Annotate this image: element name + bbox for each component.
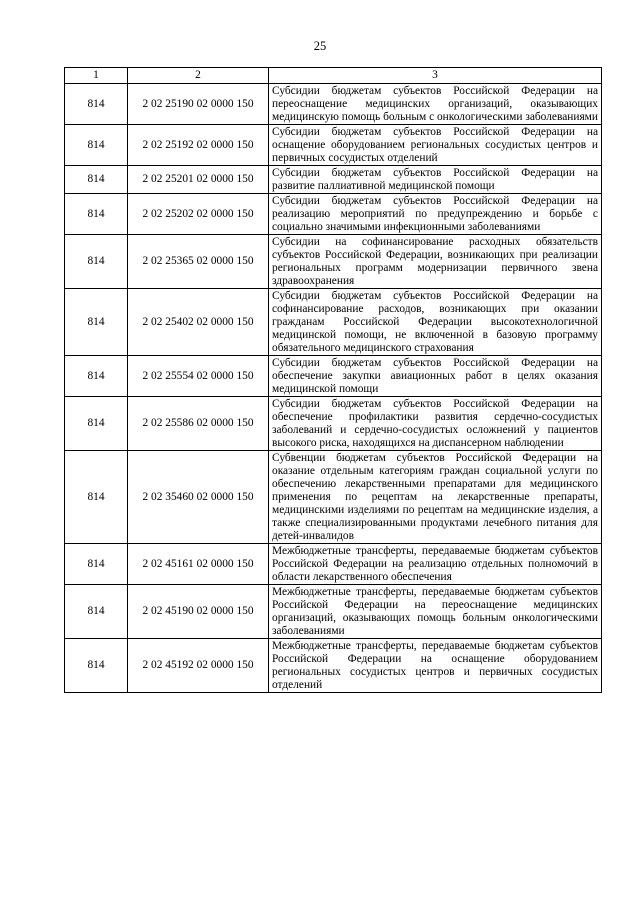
- row-description: Межбюджетные трансферты, передаваемые бюджетам субъектов Российской Федерации на оснащение оборудованием региональных сосудистых центров и первичных сосудистых отделений: [269, 639, 602, 693]
- row-budget-code: 2 02 35460 02 0000 150: [128, 451, 269, 544]
- table-row: [65, 585, 602, 639]
- table-row: [65, 125, 602, 166]
- row-admin-code: 814: [65, 639, 128, 693]
- row-admin-code: 814: [65, 544, 128, 585]
- page-number: 25: [313, 39, 327, 53]
- row-admin-code: 814: [65, 356, 128, 397]
- table-row: [65, 194, 602, 235]
- row-description: Субсидии бюджетам субъектов Российской Федерации на софинансирование расходов, возникающих при оказании гражданам Российской Федерации высокотехнологичной медицинской помощи, не включенной в базовую программу обязательного медицинского страхования: [269, 289, 602, 356]
- table-row: [65, 544, 602, 585]
- row-budget-code: 2 02 25554 02 0000 150: [128, 356, 269, 397]
- row-admin-code: 814: [65, 84, 128, 125]
- table-row: [65, 289, 602, 356]
- table-row: [65, 397, 602, 451]
- row-budget-code: 2 02 45161 02 0000 150: [128, 544, 269, 585]
- row-budget-code: 2 02 45192 02 0000 150: [128, 639, 269, 693]
- row-description: Субсидии бюджетам субъектов Российской Федерации на обеспечение закупки авиационных работ в целях оказания медицинской помощи: [269, 356, 602, 397]
- row-description: Субсидии бюджетам субъектов Российской Федерации на переоснащение медицинских организаций, оказывающих медицинскую помощь больным с онкологическими заболеваниями: [269, 84, 602, 125]
- row-admin-code: 814: [65, 166, 128, 194]
- row-budget-code: 2 02 25365 02 0000 150: [128, 235, 269, 289]
- row-description: Субсидии бюджетам субъектов Российской Федерации на реализацию мероприятий по предупреждению и борьбе с социально значимыми инфекционными заболеваниями: [269, 194, 602, 235]
- row-budget-code: 2 02 25190 02 0000 150: [128, 84, 269, 125]
- row-description: Субсидии бюджетам субъектов Российской Федерации на развитие паллиативной медицинской помощи: [269, 166, 602, 194]
- table-row: [65, 639, 602, 693]
- row-admin-code: 814: [65, 235, 128, 289]
- table-row: [65, 166, 602, 194]
- row-admin-code: 814: [65, 451, 128, 544]
- row-description: Межбюджетные трансферты, передаваемые бюджетам субъектов Российской Федерации на переоснащение медицинских организаций, оказывающих помощь больным онкологическими заболеваниями: [269, 585, 602, 639]
- row-budget-code: 2 02 45190 02 0000 150: [128, 585, 269, 639]
- row-description: Межбюджетные трансферты, передаваемые бюджетам субъектов Российской Федерации на реализацию отдельных полномочий в области лекарственного обеспечения: [269, 544, 602, 585]
- row-budget-code: 2 02 25202 02 0000 150: [128, 194, 269, 235]
- row-admin-code: 814: [65, 397, 128, 451]
- row-budget-code: 2 02 25402 02 0000 150: [128, 289, 269, 356]
- row-admin-code: 814: [65, 585, 128, 639]
- table-header-row: [65, 68, 602, 84]
- table-row: [65, 235, 602, 289]
- table-row: [65, 84, 602, 125]
- row-budget-code: 2 02 25201 02 0000 150: [128, 166, 269, 194]
- budget-classification-table: [64, 67, 602, 693]
- row-admin-code: 814: [65, 125, 128, 166]
- row-description: Субсидии бюджетам субъектов Российской Федерации на оснащение оборудованием региональных сосудистых центров и первичных сосудистых отделений: [269, 125, 602, 166]
- table-row: [65, 356, 602, 397]
- header-col-3: 3: [269, 68, 602, 84]
- row-description: Субсидии бюджетам субъектов Российской Федерации на обеспечение профилактики развития сердечно-сосудистых заболеваний и сердечно-сосудистых осложнений у пациентов высокого риска, находящихся на диспансерном наблюдении: [269, 397, 602, 451]
- row-description: Субсидии на софинансирование расходных обязательств субъектов Российской Федерации, возникающих при реализации региональных программ модернизации первичного звена здравоохранения: [269, 235, 602, 289]
- row-admin-code: 814: [65, 194, 128, 235]
- row-description: Субвенции бюджетам субъектов Российской Федерации на оказание отдельным категориям граждан социальной услуги по обеспечению лекарственными препаратами для медицинского применения по рецептам на лекарственные препараты, медицинскими изделиями по рецептам на медицинские изделия, а также специализированными продуктами лечебного питания для детей-инвалидов: [269, 451, 602, 544]
- row-budget-code: 2 02 25586 02 0000 150: [128, 397, 269, 451]
- table-row: [65, 451, 602, 544]
- header-col-2: 2: [128, 68, 269, 84]
- row-admin-code: 814: [65, 289, 128, 356]
- row-budget-code: 2 02 25192 02 0000 150: [128, 125, 269, 166]
- header-col-1: 1: [65, 68, 128, 84]
